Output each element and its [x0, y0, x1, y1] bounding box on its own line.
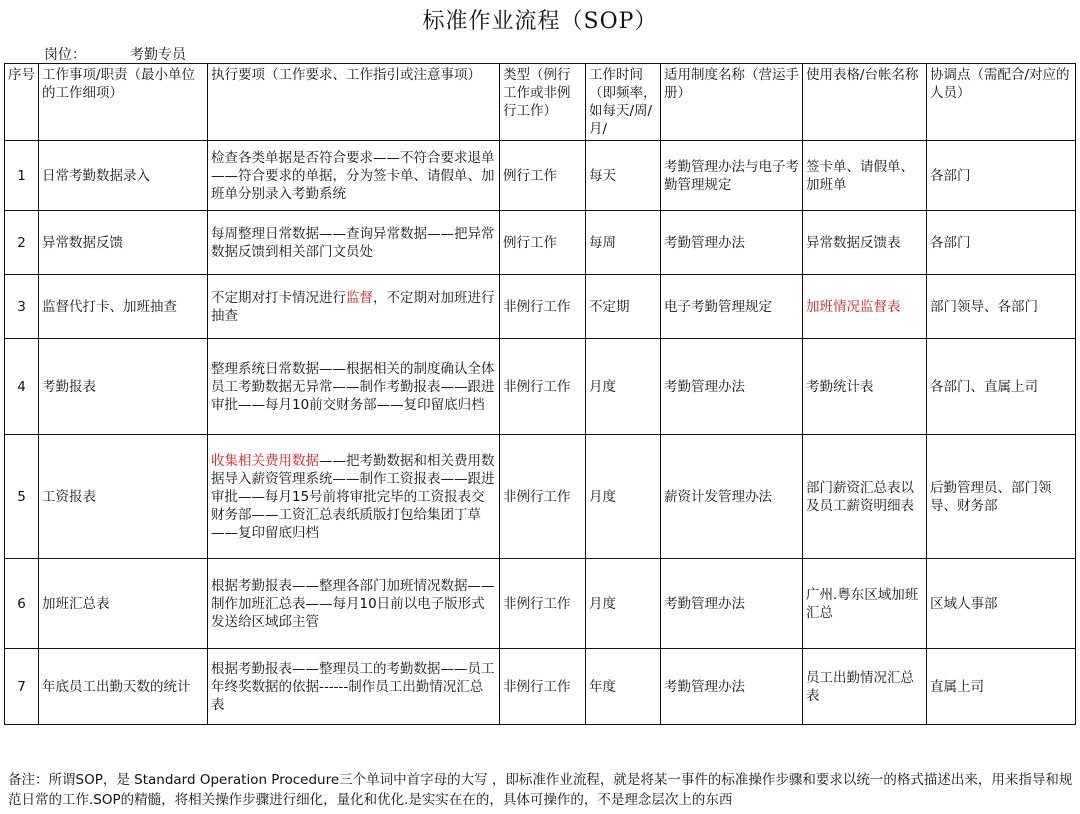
task-cell: 年底员工出勤天数的统计 [39, 649, 208, 725]
requirements-text: 不定期对打卡情况进行 [211, 289, 346, 306]
header-coordination: 协调点（需配合/对应的人员） [927, 64, 1076, 141]
requirements-text: ——把考勤数据和相关费用数据导入薪资管理系统——制作工资报表——跟进审批——每月15号前将审批完毕的工资报表交财务部——工资汇总表纸质版打包给集团丁草——复印留底归档 [211, 452, 495, 541]
post-label: 岗位： [44, 47, 86, 63]
type-cell: 非例行工作 [500, 435, 586, 559]
coordination-cell: 直属上司 [927, 649, 1076, 725]
task-cell: 加班汇总表 [39, 559, 208, 649]
coordination-cell: 各部门 [927, 211, 1076, 275]
footnote: 备注：所谓SOP，是 Standard Operation Procedure三个单词中首字母的大写 ，即标准作业流程，就是将某一事件的标准操作步骤和要求以统一的格式描述出来，用来指导和规范日常的工作.SOP的精髓，将相关操作步骤进行细化，量化和优化.是实实在在的，具体可操作的，不是理念层次上的东西 [8, 772, 1073, 808]
form-cell: 员工出勤情况汇总表 [803, 649, 927, 725]
frequency-cell: 年度 [586, 649, 661, 725]
row-number: 5 [5, 435, 39, 559]
policy-cell: 电子考勤管理规定 [661, 275, 803, 339]
header-task: 工作事项/职责（最小单位的工作细项） [39, 64, 208, 141]
policy-cell: 考勤管理办法 [661, 211, 803, 275]
policy-cell: 考勤管理办法 [661, 339, 803, 435]
table-row [5, 339, 1076, 435]
task-cell: 日常考勤数据录入 [39, 141, 208, 211]
type-cell: 例行工作 [500, 141, 586, 211]
coordination-cell: 区域人事部 [927, 559, 1076, 649]
table-row [5, 559, 1076, 649]
row-number: 3 [5, 275, 39, 339]
requirements-cell [208, 435, 500, 559]
row-number: 4 [5, 339, 39, 435]
table-row [5, 649, 1076, 725]
coordination-cell: 各部门 [927, 141, 1076, 211]
table-row [5, 275, 1076, 339]
header-no: 序号 [5, 64, 39, 141]
row-number: 7 [5, 649, 39, 725]
requirements-cell: 检查各类单据是否符合要求——不符合要求退单——符合要求的单据，分为签卡单、请假单、加班单分别录入考勤系统 [208, 141, 500, 211]
header-frequency: 工作时间（即频率，如每天/周/月/ [586, 64, 661, 141]
header-type: 类型（例行工作或非例行工作） [500, 64, 586, 141]
policy-cell: 考勤管理办法 [661, 559, 803, 649]
requirements-cell: 根据考勤报表——整理各部门加班情况数据——制作加班汇总表——每月10日前以电子版形式发送给区域邱主管 [208, 559, 500, 649]
task-cell: 监督代打卡、加班抽查 [39, 275, 208, 339]
policy-cell: 考勤管理办法与电子考勤管理规定 [661, 141, 803, 211]
page-title: 标准作业流程（SOP） [422, 9, 658, 34]
task-cell: 考勤报表 [39, 339, 208, 435]
post-line [44, 44, 192, 64]
post-value: 考勤专员 [108, 47, 192, 64]
frequency-cell: 月度 [586, 559, 661, 649]
type-cell: 非例行工作 [500, 559, 586, 649]
requirements-highlight: 收集相关费用数据 [211, 452, 319, 469]
row-number: 6 [5, 559, 39, 649]
frequency-cell: 月度 [586, 435, 661, 559]
requirements-cell: 根据考勤报表——整理员工的考勤数据——员工年终奖数据的依据------制作员工出勤情况汇总表 [208, 649, 500, 725]
header-policy: 适用制度名称（营运手册） [661, 64, 803, 141]
requirements-cell: 整理系统日常数据——根据相关的制度确认全体员工考勤数据无异常——制作考勤报表——跟进审批——每月10前交财务部——复印留底归档 [208, 339, 500, 435]
type-cell: 非例行工作 [500, 339, 586, 435]
task-cell: 工资报表 [39, 435, 208, 559]
form-cell: 广州.粤东区域加班汇总 [803, 559, 927, 649]
policy-cell: 薪资计发管理办法 [661, 435, 803, 559]
coordination-cell: 部门领导、各部门 [927, 275, 1076, 339]
sop-table [4, 63, 1076, 725]
frequency-cell: 每周 [586, 211, 661, 275]
coordination-cell: 各部门、直属上司 [927, 339, 1076, 435]
form-cell: 考勤统计表 [803, 339, 927, 435]
row-number: 1 [5, 141, 39, 211]
type-cell: 非例行工作 [500, 275, 586, 339]
form-cell: 异常数据反馈表 [803, 211, 927, 275]
row-number: 2 [5, 211, 39, 275]
form-cell: 加班情况监督表 [803, 275, 927, 339]
requirements-highlight: 监督 [346, 289, 373, 306]
form-cell: 部门薪资汇总表以及员工薪资明细表 [803, 435, 927, 559]
requirements-cell [208, 275, 500, 339]
requirements-text: ，不定期对加班进行抽查 [211, 289, 495, 324]
header-requirements: 执行要项（工作要求、工作指引或注意事项） [208, 64, 500, 141]
type-cell: 非例行工作 [500, 649, 586, 725]
type-cell: 例行工作 [500, 211, 586, 275]
policy-cell: 考勤管理办法 [661, 649, 803, 725]
requirements-cell: 每周整理日常数据——查询异常数据——把异常数据反馈到相关部门文员处 [208, 211, 500, 275]
frequency-cell: 不定期 [586, 275, 661, 339]
form-cell: 签卡单、请假单、加班单 [803, 141, 927, 211]
table-row [5, 141, 1076, 211]
task-cell: 异常数据反馈 [39, 211, 208, 275]
frequency-cell: 每天 [586, 141, 661, 211]
table-row [5, 211, 1076, 275]
coordination-cell: 后勤管理员、部门领导、财务部 [927, 435, 1076, 559]
header-form: 使用表格/台帐名称 [803, 64, 927, 141]
table-row [5, 435, 1076, 559]
frequency-cell: 月度 [586, 339, 661, 435]
header-row [5, 64, 1076, 141]
